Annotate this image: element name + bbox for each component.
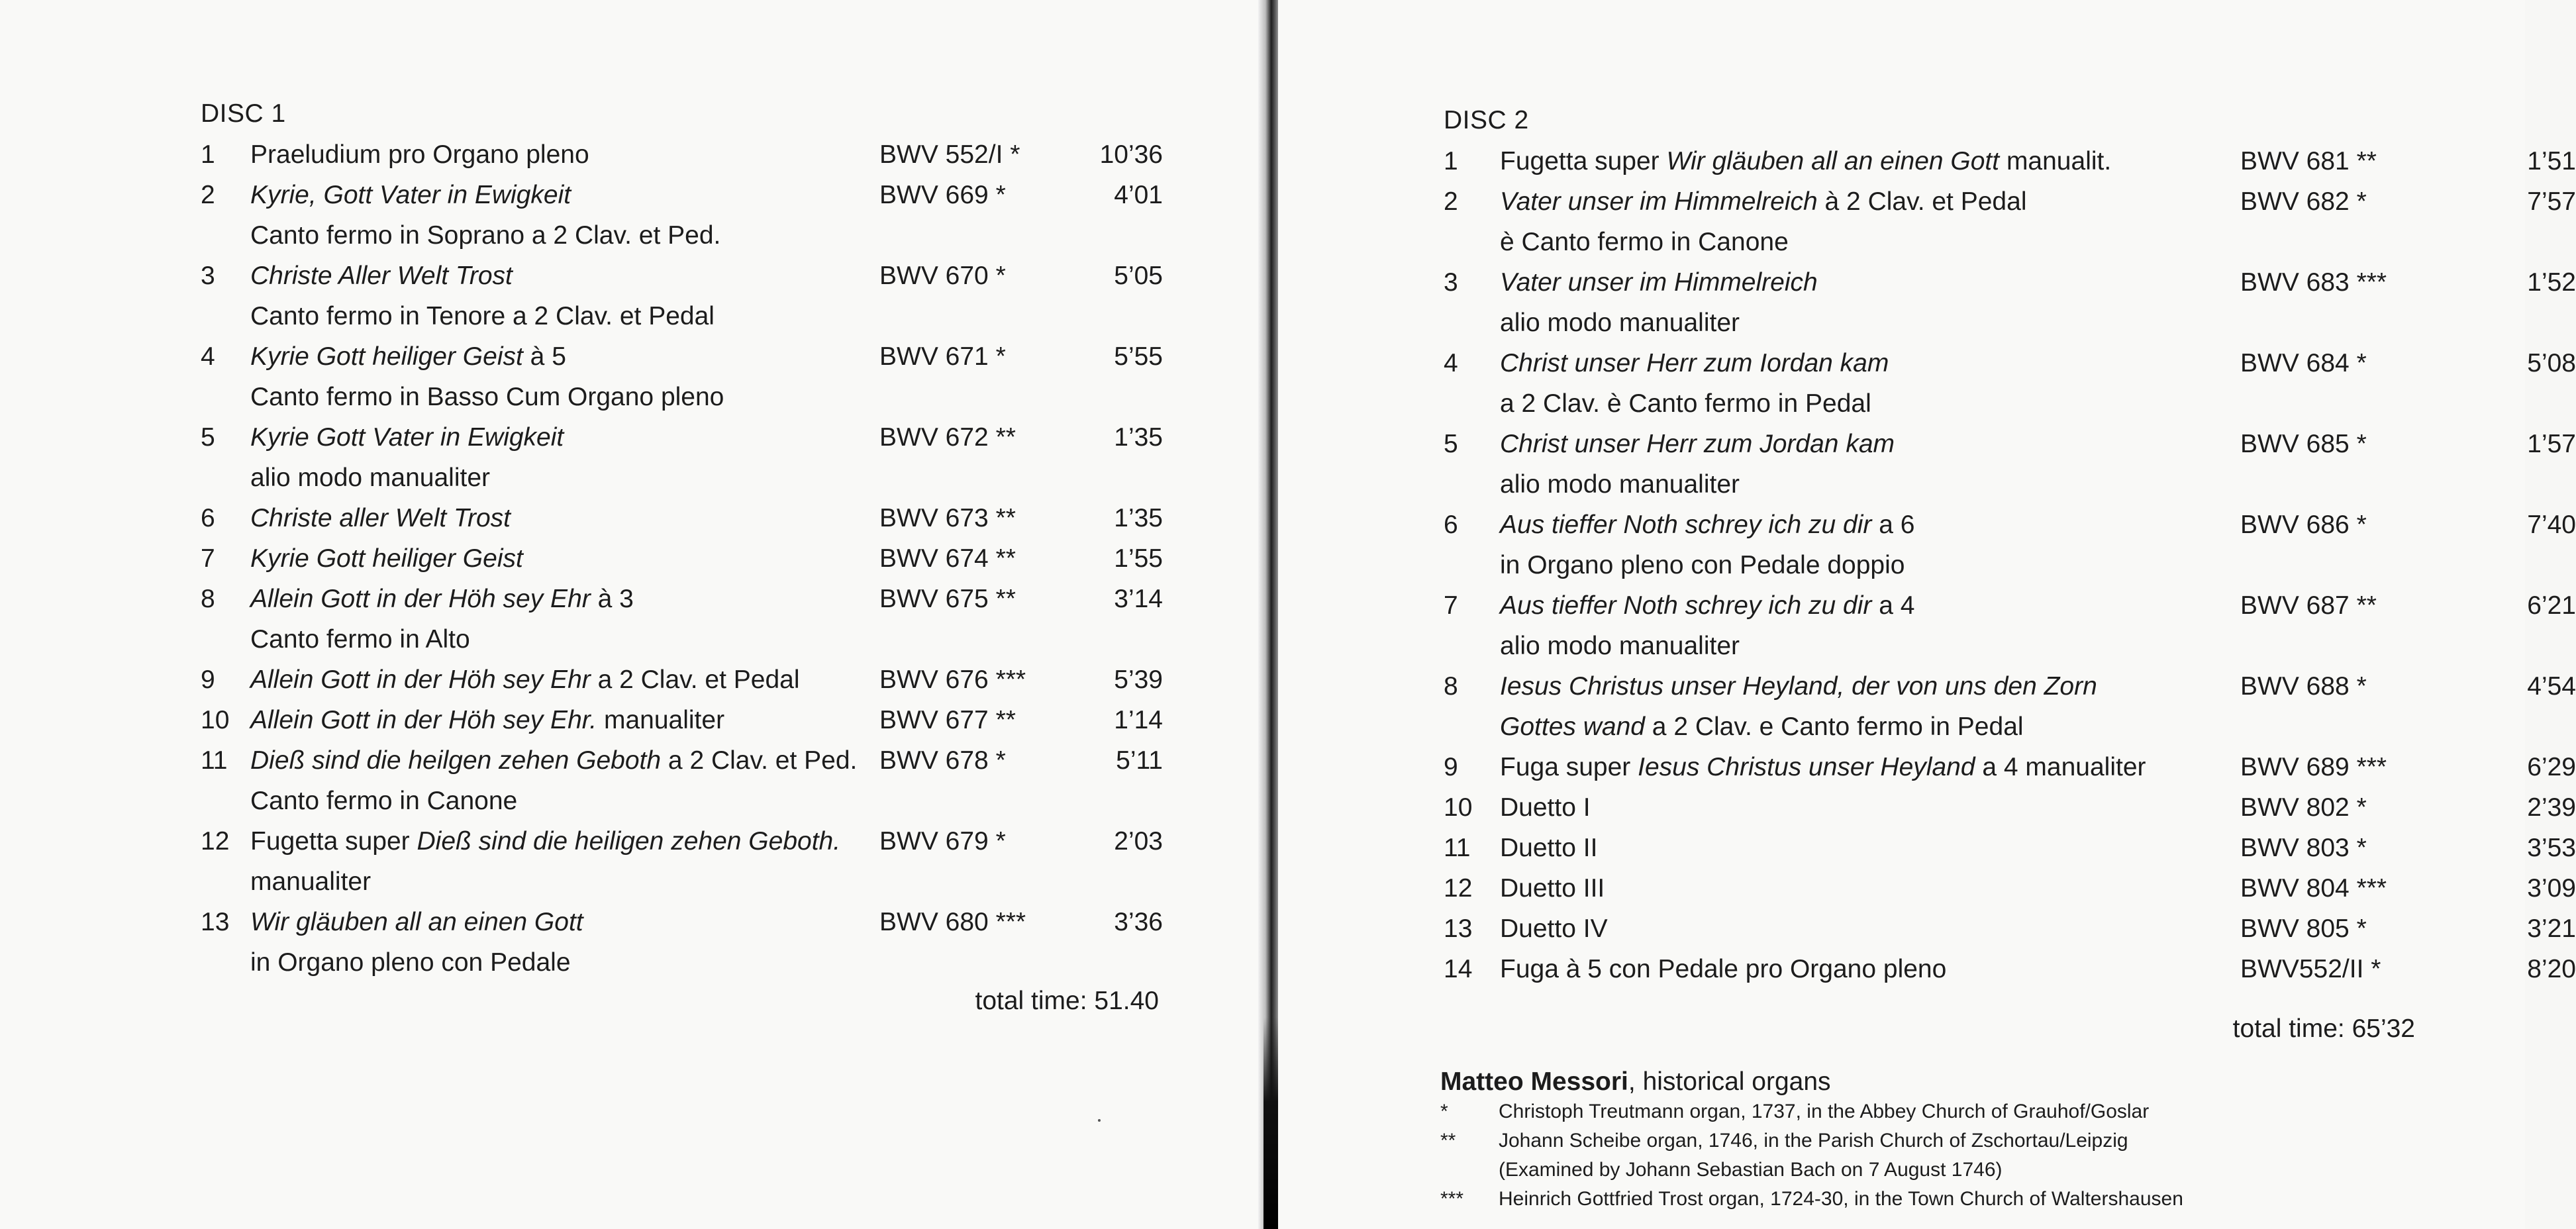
bwv-number: BWV552/II *	[2240, 955, 2381, 983]
title-segment: a 4	[1871, 591, 1915, 620]
track-number: 6	[201, 504, 215, 532]
track-title	[250, 665, 800, 695]
track-title	[1500, 672, 2097, 701]
title-segment: Allein Gott in der Höh sey Ehr	[250, 585, 591, 613]
bwv-number: BWV 689 ***	[2240, 753, 2387, 781]
title-segment: Duetto II	[1500, 834, 1598, 862]
track-duration: 1’52	[2527, 268, 2576, 297]
bwv-number: BWV 669 *	[879, 181, 1006, 209]
track-subtitle	[1500, 551, 1905, 580]
track-duration: 1’14	[1114, 706, 1163, 734]
title-segment: Duetto IV	[1500, 914, 1608, 943]
title-segment: Wir gläuben all an einen Gott	[1666, 147, 2000, 175]
track-subtitle	[1500, 228, 1789, 257]
track-title	[250, 423, 564, 452]
track-title	[1500, 349, 1889, 378]
track-title	[250, 827, 840, 856]
track-duration: 3’53	[2527, 834, 2576, 862]
bwv-number: BWV 672 **	[879, 423, 1016, 452]
track-number: 10	[201, 706, 230, 734]
track-number: 5	[1444, 430, 1458, 458]
bwv-number: BWV 681 **	[2240, 147, 2377, 175]
track-title	[1500, 914, 1608, 944]
track-duration: 5’39	[1114, 665, 1163, 694]
subtitle-text: alio modo manualiter	[1500, 470, 1740, 499]
note-text: Johann Scheibe organ, 1746, in the Parish Church of Zschortau/Leipzig	[1499, 1130, 2128, 1152]
track-subtitle	[250, 464, 490, 493]
title-segment: Christe Aller Welt Trost	[250, 262, 513, 290]
track-subtitle	[1500, 713, 2024, 742]
track-duration: 3’14	[1114, 585, 1163, 613]
bwv-number: BWV 678 *	[879, 746, 1006, 775]
subtitle-text: è Canto fermo in Canone	[1500, 228, 1789, 256]
track-title	[250, 181, 571, 210]
track-duration: 1’35	[1114, 423, 1163, 452]
track-duration: 2’39	[2527, 793, 2576, 822]
subtitle-text: Canto fermo in Canone	[250, 787, 518, 815]
title-segment: Duetto III	[1500, 874, 1605, 903]
subtitle-text: alio modo manualiter	[250, 464, 491, 492]
subtitle-text: Canto fermo in Basso Cum Organo pleno	[250, 383, 724, 411]
title-segment: Vater unser im Himmelreich	[1500, 187, 1818, 216]
bwv-number: BWV 685 *	[2240, 430, 2367, 458]
track-number: 7	[1444, 591, 1458, 620]
title-segment: Aus tieffer Noth schrey ich zu dir	[1500, 511, 1872, 539]
track-title	[1500, 955, 1946, 984]
subtitle-text: Canto fermo in Tenore a 2 Clav. et Pedal	[250, 302, 715, 330]
bwv-number: BWV 803 *	[2240, 834, 2367, 862]
track-subtitle	[250, 787, 517, 816]
title-segment: à 5	[522, 342, 566, 371]
track-title	[1500, 793, 1591, 822]
track-duration: 6’29	[2527, 753, 2576, 781]
title-segment: Duetto I	[1500, 793, 1591, 822]
track-duration: 5’05	[1114, 262, 1163, 290]
performer-name: Matteo Messori	[1440, 1067, 1628, 1096]
title-segment: a 4 manualiter	[1975, 753, 2146, 781]
track-number: 10	[1444, 793, 1473, 822]
title-segment: Christ unser Herr zum Iordan kam	[1500, 349, 1889, 377]
track-number: 9	[201, 665, 215, 694]
subtitle-text: alio modo manualiter	[1500, 632, 1740, 660]
left-page	[0, 0, 1262, 1229]
print-speck	[1098, 1119, 1101, 1122]
bwv-number: BWV 677 **	[879, 706, 1016, 734]
note-text: Heinrich Gottfried Trost organ, 1724-30, in the Town Church of Waltershausen	[1499, 1188, 2183, 1210]
track-duration: 7’40	[2527, 511, 2576, 539]
track-subtitle	[1500, 309, 1740, 338]
title-segment: manualiter	[597, 706, 725, 734]
track-number: 6	[1444, 511, 1458, 539]
track-number: 13	[201, 908, 230, 936]
track-number: 4	[201, 342, 215, 371]
track-duration: 2’03	[1114, 827, 1163, 856]
bwv-number: BWV 670 *	[879, 262, 1006, 290]
track-number: 1	[201, 140, 215, 169]
bwv-number: BWV 802 *	[2240, 793, 2367, 822]
track-number: 12	[1444, 874, 1473, 903]
track-title	[250, 908, 583, 937]
bwv-number: BWV 680 ***	[879, 908, 1026, 936]
title-segment: à 3	[590, 585, 634, 613]
subtitle-text: a 2 Clav. e Canto fermo in Pedal	[1644, 713, 2024, 741]
track-number: 14	[1444, 955, 1473, 983]
track-duration: 10’36	[1099, 140, 1163, 169]
title-segment: Kyrie Gott heiliger Geist	[250, 342, 523, 371]
title-segment: Kyrie Gott heiliger Geist	[250, 544, 523, 573]
track-number: 13	[1444, 914, 1473, 943]
bwv-number: BWV 673 **	[879, 504, 1016, 532]
title-segment: Allein Gott in der Höh sey Ehr	[250, 665, 591, 694]
track-duration: 1’57	[2527, 430, 2576, 458]
note-marker: *	[1440, 1101, 1448, 1122]
performer-credit	[1440, 1067, 1831, 1097]
track-duration: 1’51	[2527, 147, 2576, 175]
note-marker: ***	[1440, 1188, 1464, 1210]
track-title	[1500, 874, 1605, 903]
track-duration: 5’08	[2527, 349, 2576, 377]
track-duration: 1’55	[1114, 544, 1163, 573]
track-number: 12	[201, 827, 230, 856]
track-subtitle	[1500, 389, 1871, 418]
track-subtitle	[250, 383, 724, 412]
track-duration: 3’21	[2527, 914, 2576, 943]
track-title	[250, 342, 566, 371]
track-number: 11	[201, 746, 228, 775]
track-number: 9	[1444, 753, 1458, 781]
title-segment: manualit.	[1999, 147, 2112, 175]
bwv-number: BWV 676 ***	[879, 665, 1026, 694]
track-number: 3	[1444, 268, 1458, 297]
title-segment: Fugetta super	[250, 827, 417, 856]
subtitle-text: alio modo manualiter	[1500, 309, 1740, 337]
track-subtitle	[250, 302, 715, 331]
title-segment: Praeludium pro Organo pleno	[250, 140, 589, 169]
track-number: 7	[201, 544, 215, 573]
track-number: 11	[1444, 834, 1471, 862]
bwv-number: BWV 674 **	[879, 544, 1016, 573]
bwv-number: BWV 679 *	[879, 827, 1006, 856]
subtitle-text: in Organo pleno con Pedale doppio	[1500, 551, 1905, 579]
track-title	[1500, 753, 2146, 782]
track-title	[250, 504, 511, 533]
disc2-total-time: total time: 65’32	[2232, 1014, 2415, 1043]
title-segment: Kyrie Gott Vater in Ewigkeit	[250, 423, 564, 452]
track-number: 8	[1444, 672, 1458, 701]
track-title	[250, 140, 589, 170]
track-number: 8	[201, 585, 215, 613]
track-title	[250, 746, 857, 775]
track-duration: 5’11	[1116, 746, 1163, 775]
track-duration: 6’21	[2527, 591, 2576, 620]
title-segment: Aus tieffer Noth schrey ich zu dir	[1500, 591, 1872, 620]
track-number: 1	[1444, 147, 1458, 175]
bwv-number: BWV 675 **	[879, 585, 1016, 613]
bwv-number: BWV 683 ***	[2240, 268, 2387, 297]
track-title	[250, 544, 523, 573]
track-number: 5	[201, 423, 215, 452]
bwv-number: BWV 552/I *	[879, 140, 1020, 169]
disc1-total-time: total time: 51.40	[975, 987, 1159, 1015]
track-subtitle	[1500, 632, 1740, 661]
bwv-number: BWV 686 *	[2240, 511, 2367, 539]
title-segment: a 6	[1871, 511, 1915, 539]
track-number: 2	[1444, 187, 1458, 216]
subtitle-text: in Organo pleno con Pedale	[250, 948, 571, 977]
track-title	[250, 706, 724, 735]
subtitle-text: Canto fermo in Soprano a 2 Clav. et Ped.	[250, 221, 721, 250]
track-title	[1500, 187, 2026, 217]
bwv-number: BWV 671 *	[879, 342, 1006, 371]
track-duration: 5’55	[1114, 342, 1163, 371]
bwv-number: BWV 682 *	[2240, 187, 2367, 216]
track-title	[1500, 591, 1914, 620]
spine-shadow	[1263, 1017, 1278, 1229]
title-segment: Vater unser im Himmelreich	[1500, 268, 1818, 297]
bwv-number: BWV 805 *	[2240, 914, 2367, 943]
title-segment: Dieß sind die heilgen zehen Geboth	[250, 746, 662, 775]
track-duration: 3’09	[2527, 874, 2576, 903]
title-segment: a 2 Clav. et Ped.	[661, 746, 858, 775]
track-number: 4	[1444, 349, 1458, 377]
right-page	[1278, 0, 2576, 1229]
title-segment: Iesus Christus unser Heyland	[1638, 753, 1975, 781]
title-segment: a 2 Clav. et Pedal	[590, 665, 800, 694]
track-title	[1500, 834, 1597, 863]
track-title	[250, 585, 634, 614]
track-duration: 4’54	[2527, 672, 2576, 701]
subtitle-text: Canto fermo in Alto	[250, 625, 470, 654]
subtitle-text: manualiter	[250, 867, 372, 896]
title-segment: à 2 Clav. et Pedal	[1817, 187, 2027, 216]
bwv-number: BWV 804 ***	[2240, 874, 2387, 903]
subtitle-text: a 2 Clav. è Canto fermo in Pedal	[1500, 389, 1871, 418]
title-segment: Dieß sind die heiligen zehen Geboth.	[417, 827, 841, 856]
disc2-heading: DISC 2	[1444, 106, 1529, 134]
track-title	[250, 262, 513, 291]
note-text: Christoph Treutmann organ, 1737, in the Abbey Church of Grauhof/Goslar	[1499, 1101, 2150, 1122]
bwv-number: BWV 687 **	[2240, 591, 2377, 620]
bwv-number: BWV 688 *	[2240, 672, 2367, 701]
track-duration: 7’57	[2527, 187, 2576, 216]
track-title	[1500, 147, 2111, 176]
disc1-heading: DISC 1	[201, 99, 286, 128]
track-subtitle	[1500, 470, 1740, 499]
title-segment: Fuga à 5 con Pedale pro Organo pleno	[1500, 955, 1947, 983]
track-title	[1500, 511, 1914, 540]
subtitle-italic: Gottes wand	[1500, 713, 1645, 741]
title-segment: Wir gläuben all an einen Gott	[250, 908, 583, 936]
title-segment: Fugetta super	[1500, 147, 1667, 175]
note-text: (Examined by Johann Sebastian Bach on 7 August 1746)	[1499, 1159, 2003, 1181]
title-segment: Fuga super	[1500, 753, 1638, 781]
title-segment: Christ unser Herr zum Jordan kam	[1500, 430, 1895, 458]
track-duration: 4’01	[1114, 181, 1163, 209]
track-number: 3	[201, 262, 215, 290]
performer-suffix: , historical organs	[1628, 1067, 1831, 1096]
note-marker: **	[1440, 1130, 1456, 1152]
track-subtitle	[250, 221, 720, 250]
title-segment: Allein Gott in der Höh sey Ehr.	[250, 706, 597, 734]
track-title	[1500, 430, 1895, 459]
track-duration: 3’36	[1114, 908, 1163, 936]
track-subtitle	[250, 625, 470, 654]
track-subtitle	[250, 867, 371, 897]
track-duration: 1’35	[1114, 504, 1163, 532]
bwv-number: BWV 684 *	[2240, 349, 2367, 377]
title-segment: Christe aller Welt Trost	[250, 504, 511, 532]
title-segment: Kyrie, Gott Vater in Ewigkeit	[250, 181, 571, 209]
track-number: 2	[201, 181, 215, 209]
track-subtitle	[250, 948, 571, 977]
track-duration: 8’20	[2527, 955, 2576, 983]
title-segment: Iesus Christus unser Heyland, der von uns den Zorn	[1500, 672, 2097, 701]
track-title	[1500, 268, 1818, 297]
